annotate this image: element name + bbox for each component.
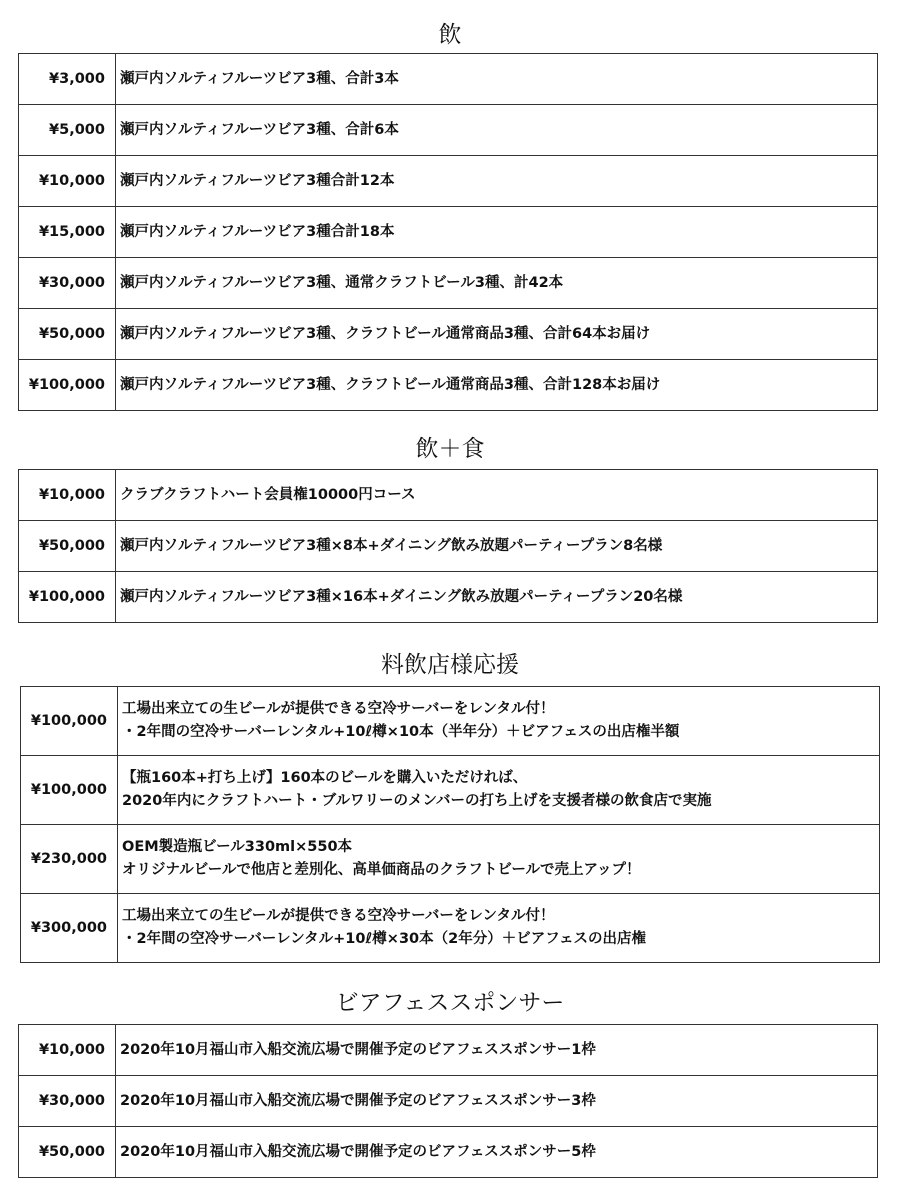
description-cell [118, 894, 880, 963]
description-cell [116, 258, 878, 309]
description-line: 瀬戸内ソルティフルーツビア3種×8本+ダイニング飲み放題パーティープラン8名様 [120, 537, 663, 554]
tier-table-drink [18, 53, 878, 411]
table-row [19, 1025, 878, 1076]
table-row [19, 360, 878, 411]
description-cell [116, 521, 878, 572]
price-cell: ¥10,000 [19, 1025, 116, 1076]
description-cell [118, 756, 880, 825]
description-line: 瀬戸内ソルティフルーツビア3種、合計6本 [120, 121, 399, 138]
table-row [21, 687, 880, 756]
description-line: 瀬戸内ソルティフルーツビア3種、クラフトビール通常商品3種、合計128本お届け [120, 376, 661, 393]
table-row [19, 572, 878, 623]
description-cell [116, 105, 878, 156]
description-cell [116, 470, 878, 521]
table-row [19, 105, 878, 156]
description-cell [116, 1127, 878, 1178]
price-cell: ¥300,000 [21, 894, 118, 963]
price-cell: ¥10,000 [19, 470, 116, 521]
description-cell [116, 1025, 878, 1076]
description-line: 瀬戸内ソルティフルーツビア3種、合計3本 [120, 70, 399, 87]
price-cell: ¥15,000 [19, 207, 116, 258]
price-cell: ¥50,000 [19, 1127, 116, 1178]
price-cell: ¥5,000 [19, 105, 116, 156]
description-line: 2020年10月福山市入船交流広場で開催予定のビアフェススポンサー3枠 [120, 1092, 596, 1109]
description-cell [116, 207, 878, 258]
price-cell: ¥100,000 [21, 687, 118, 756]
table-row [19, 156, 878, 207]
tier-table-beerfest-sponsor [18, 1024, 878, 1178]
description-cell [116, 309, 878, 360]
description-cell [116, 54, 878, 105]
price-cell: ¥3,000 [19, 54, 116, 105]
table-row [19, 54, 878, 105]
price-cell: ¥100,000 [19, 360, 116, 411]
description-line: OEM製造瓶ビール330ml×550本 [122, 839, 353, 855]
description-cell [118, 825, 880, 894]
section-title-drink-food: 飲＋食 [415, 436, 485, 462]
tier-table-restaurant-support [20, 686, 880, 963]
section-title-restaurant-support: 料飲店様応援 [381, 652, 519, 678]
price-cell: ¥100,000 [19, 572, 116, 623]
table-row [21, 825, 880, 894]
table-row [19, 1127, 878, 1178]
price-cell: ¥30,000 [19, 258, 116, 309]
table-row [21, 756, 880, 825]
description-line: クラブクラフトハート会員権10000円コース [120, 486, 416, 503]
description-line: 【瓶160本+打ち上げ】160本のビールを購入いただければ、 [122, 770, 528, 786]
table-row [19, 258, 878, 309]
description-line: ・2年間の空冷サーバーレンタル+10ℓ樽×30本（2年分）＋ビアフェスの出店権 [122, 931, 646, 947]
table-row [21, 894, 880, 963]
table-row [19, 470, 878, 521]
price-cell: ¥30,000 [19, 1076, 116, 1127]
description-line: 2020年10月福山市入船交流広場で開催予定のビアフェススポンサー1枠 [120, 1041, 596, 1058]
description-cell [116, 1076, 878, 1127]
table-row [19, 309, 878, 360]
price-cell: ¥10,000 [19, 156, 116, 207]
description-line: 工場出来立ての生ビールが提供できる空冷サーバーをレンタル付！ [122, 701, 555, 717]
description-line: ・2年間の空冷サーバーレンタル+10ℓ樽×10本（半年分）＋ビアフェスの出店権半額 [122, 724, 680, 740]
description-line: オリジナルビールで他店と差別化、高単価商品のクラフトビールで売上アップ！ [122, 862, 641, 878]
description-line: 瀬戸内ソルティフルーツビア3種×16本+ダイニング飲み放題パーティープラン20名様 [120, 588, 683, 605]
description-line: 2020年内にクラフトハート・ブルワリーのメンバーの打ち上げを支援者様の飲食店で実施 [122, 793, 712, 809]
price-cell: ¥50,000 [19, 309, 116, 360]
description-line: 瀬戸内ソルティフルーツビア3種合計12本 [120, 172, 395, 189]
table-row [19, 521, 878, 572]
description-cell [116, 360, 878, 411]
table-row [19, 1076, 878, 1127]
description-line: 工場出来立ての生ビールが提供できる空冷サーバーをレンタル付！ [122, 908, 555, 924]
price-cell: ¥50,000 [19, 521, 116, 572]
price-cell: ¥230,000 [21, 825, 118, 894]
tier-table-drink-food [18, 469, 878, 623]
description-cell [116, 156, 878, 207]
description-line: 2020年10月福山市入船交流広場で開催予定のビアフェススポンサー5枠 [120, 1143, 596, 1160]
price-cell: ¥100,000 [21, 756, 118, 825]
section-title-beerfest-sponsor: ビアフェススポンサー [335, 990, 565, 1016]
description-cell [118, 687, 880, 756]
description-line: 瀬戸内ソルティフルーツビア3種、通常クラフトビール3種、計42本 [120, 274, 564, 291]
description-cell [116, 572, 878, 623]
table-row [19, 207, 878, 258]
section-title-drink: 飲 [438, 22, 462, 48]
description-line: 瀬戸内ソルティフルーツビア3種、クラフトビール通常商品3種、合計64本お届け [120, 325, 651, 342]
description-line: 瀬戸内ソルティフルーツビア3種合計18本 [120, 223, 395, 240]
